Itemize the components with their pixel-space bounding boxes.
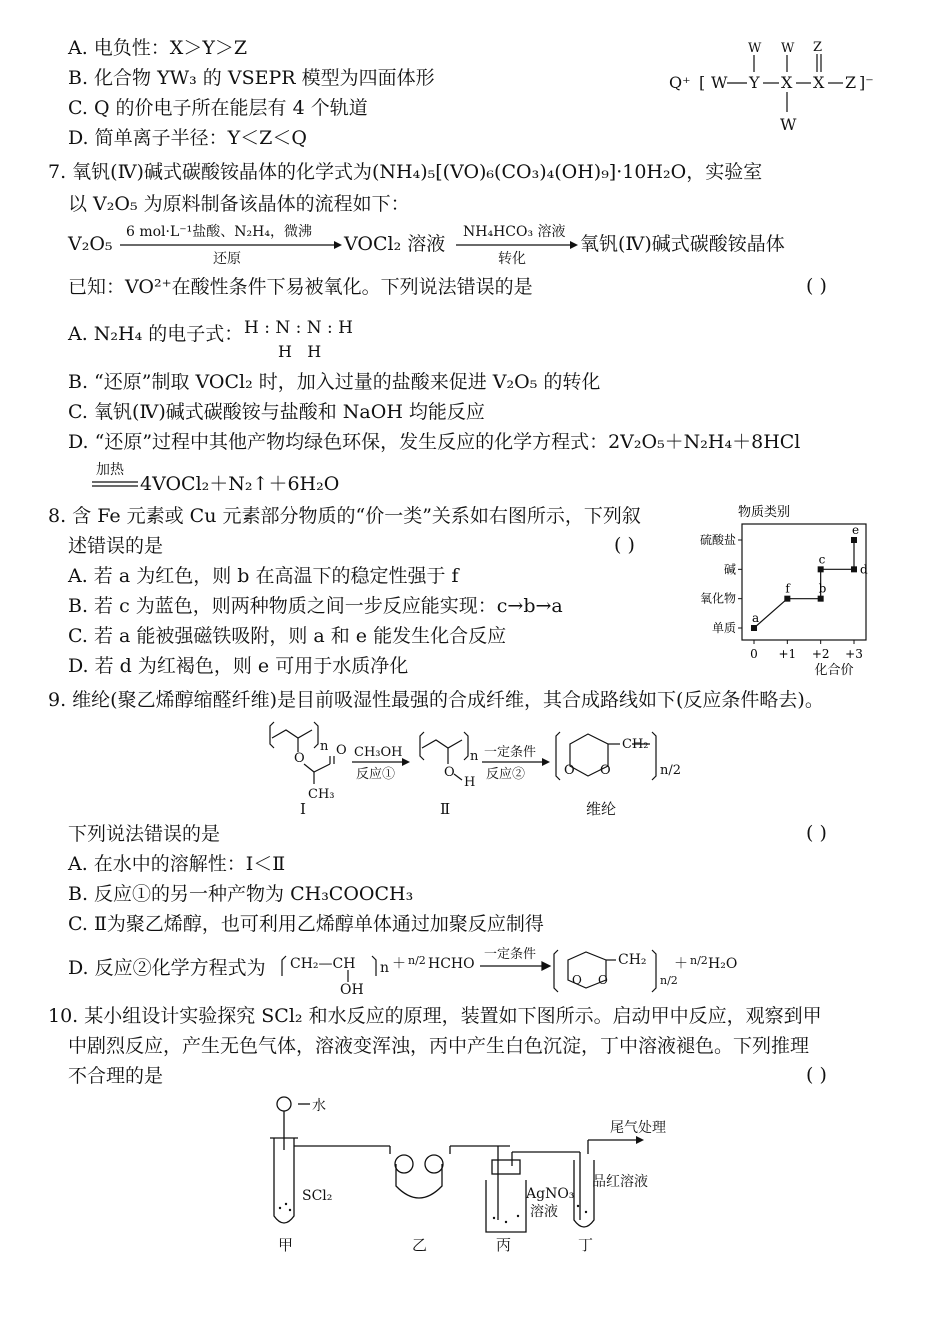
svg-text:CH₂: CH₂ <box>622 737 649 752</box>
svg-text:H₂O: H₂O <box>708 956 738 972</box>
svg-text:n: n <box>320 739 329 754</box>
q8-option-c: C. 若 a 能被强磁铁吸附，则 a 和 e 能发生化合反应 <box>68 625 507 647</box>
svg-text:X: X <box>813 73 825 92</box>
connect-path <box>754 540 854 628</box>
q7-flow-arrow1-bottom: 还原 <box>213 251 241 267</box>
svg-text:一定条件: 一定条件 <box>484 745 537 760</box>
svg-text:AgNO₃: AgNO₃ <box>526 1186 575 1202</box>
q9-option-b: B. 反应①的另一种产物为 CH₃COOCH₃ <box>68 883 414 905</box>
svg-text:乙: 乙 <box>412 1236 428 1254</box>
q8-answer-paren: ( ) <box>614 534 635 556</box>
q8-stem-line2: 述错误的是 <box>68 535 164 557</box>
q9-stem: 9. 维纶(聚乙烯醇缩醛纤维)是目前吸湿性最强的合成纤维，其合成路线如下(反应条件略去)。 <box>48 689 824 711</box>
svg-text:O: O <box>336 743 347 758</box>
svg-text:Ⅱ: Ⅱ <box>440 800 451 818</box>
q8-option-a: A. 若 a 为红色，则 b 在高温下的稳定性强于 f <box>68 565 459 587</box>
q6-option-d: D. 简单离子半径：Y＜Z＜Q <box>68 127 307 149</box>
q7-flow-arrow2-top: NH₄HCO₃ 溶液 <box>463 224 566 240</box>
svg-text:水: 水 <box>312 1098 326 1114</box>
x-tick-label: +1 <box>778 647 797 661</box>
q7-flow-end: 氧钒(Ⅳ)碱式碳酸铵晶体 <box>580 233 785 255</box>
q7-equals-sign <box>92 480 140 488</box>
q10-apparatus-diagram <box>260 1090 700 1258</box>
point-f <box>784 596 790 602</box>
x-tick-label: +2 <box>811 647 830 661</box>
point-label-b: b <box>818 581 827 596</box>
svg-text:HCHO: HCHO <box>428 956 475 972</box>
svg-text:Y: Y <box>749 73 760 92</box>
svg-text:n: n <box>470 749 479 764</box>
q7-electron-formula-h: H H <box>278 342 322 361</box>
svg-text:n: n <box>380 960 390 976</box>
svg-text:]⁻: ]⁻ <box>859 73 874 92</box>
svg-text:CH₂—CH: CH₂—CH <box>290 956 356 972</box>
svg-text:O: O <box>598 973 608 987</box>
svg-text:W: W <box>711 73 728 92</box>
q8-option-b: B. 若 c 为蓝色，则两种物质之间一步反应能实现：c→b→a <box>68 595 563 617</box>
q7-flow-arrow1-top: 6 mol·L⁻¹盐酸、N₂H₄，微沸 <box>126 224 312 240</box>
q9-option-d-equation <box>280 940 740 996</box>
svg-text:O: O <box>444 765 455 780</box>
q9-option-d: D. 反应②化学方程式为 <box>68 957 266 979</box>
svg-text:Z: Z <box>813 40 823 55</box>
svg-text:n/2: n/2 <box>660 763 682 778</box>
svg-text:SCl₂: SCl₂ <box>302 1188 333 1204</box>
y-tick-label: 氧化物 <box>699 591 736 606</box>
q9-option-a: A. 在水中的溶解性：Ⅰ＜Ⅱ <box>68 853 286 875</box>
svg-text:溶液: 溶液 <box>530 1204 558 1220</box>
point-label-f: f <box>785 581 790 596</box>
q8-stem-line1: 8. 含 Fe 元素或 Cu 元素部分物质的“价一类”关系如右图所示，下列叙 <box>48 505 641 527</box>
q6-option-c: C. Q 的价电子所在能层有 4 个轨道 <box>68 97 368 119</box>
q10-answer-paren: ( ) <box>806 1064 827 1086</box>
q7-option-a: A. N₂H₄ 的电子式： <box>68 323 244 345</box>
y-tick-label: 碱 <box>723 562 736 577</box>
q9-synthesis-route <box>260 716 710 820</box>
q6-ion-q: Q⁺ <box>669 73 691 92</box>
q7-flow-start: V₂O₅ <box>68 233 113 255</box>
svg-text:W: W <box>781 41 795 56</box>
svg-text:Z: Z <box>845 73 857 92</box>
point-label-e: e <box>852 523 860 537</box>
q6-option-b: B. 化合物 YW₃ 的 VSEPR 模型为四面体形 <box>68 67 435 89</box>
point-label-a: a <box>752 611 760 625</box>
svg-text:＋: ＋ <box>674 956 688 972</box>
q6-option-a: A. 电负性：X＞Y＞Z <box>68 37 248 59</box>
svg-text:丙: 丙 <box>496 1236 512 1254</box>
svg-text:维纶: 维纶 <box>586 800 617 818</box>
q7-stem-line2: 以 V₂O₅ 为原料制备该晶体的流程如下： <box>68 193 410 215</box>
q6-structure-diagram <box>665 40 885 140</box>
x-tick-label: 0 <box>750 647 758 661</box>
x-tick-label: +3 <box>845 647 863 661</box>
svg-text:CH₃: CH₃ <box>308 787 335 802</box>
svg-text:尾气处理: 尾气处理 <box>610 1120 666 1136</box>
svg-text:W: W <box>780 115 797 134</box>
y-tick-label: 硫酸盐 <box>699 533 736 547</box>
svg-text:n/2: n/2 <box>690 954 708 967</box>
svg-text:O: O <box>572 973 582 987</box>
svg-text:H: H <box>464 775 476 790</box>
q7-known: 已知：VO²⁺在酸性条件下易被氧化。下列说法错误的是 <box>68 276 533 298</box>
svg-text:Ⅰ: Ⅰ <box>300 800 306 818</box>
point-a <box>751 625 757 631</box>
q7-flow-arrow2-bottom: 转化 <box>498 251 526 267</box>
point-d <box>851 566 857 572</box>
svg-text:CH₃OH: CH₃OH <box>354 745 403 760</box>
point-b <box>818 596 824 602</box>
q10-stem-line1: 10. 某小组设计实验探究 SCl₂ 和水反应的原理，装置如下图所示。启动甲中反应，观察到甲 <box>48 1005 822 1027</box>
q7-option-c: C. 氧钒(Ⅳ)碱式碳酸铵与盐酸和 NaOH 均能反应 <box>68 401 485 423</box>
q7-option-d-line1: D. “还原”过程中其他产物均绿色环保，发生反应的化学方程式：2V₂O₅＋N₂H₄＋8HCl <box>68 431 801 453</box>
svg-text:＋: ＋ <box>392 956 406 972</box>
x-axis-label: 化合价 <box>814 663 854 678</box>
svg-text:CH₂: CH₂ <box>618 952 647 968</box>
q7-option-d-condition: 加热 <box>96 462 124 478</box>
svg-text:一定条件: 一定条件 <box>484 947 537 962</box>
q8-valence-class-chart <box>680 500 880 680</box>
svg-text:W: W <box>748 41 762 56</box>
svg-text:反应②: 反应② <box>486 767 526 782</box>
svg-text:X: X <box>781 73 793 92</box>
svg-text:n/2: n/2 <box>408 954 426 967</box>
svg-text:n/2: n/2 <box>660 974 678 987</box>
point-label-d: d <box>860 562 868 577</box>
q7-option-b: B. “还原”制取 VOCl₂ 时，加入过量的盐酸来促进 V₂O₅ 的转化 <box>68 371 601 393</box>
q10-stem-line2: 中剧烈反应，产生无色气体，溶液变浑浊，丙中产生白色沉淀，丁中溶液褪色。下列推理 <box>68 1035 810 1057</box>
svg-text:O: O <box>564 763 575 778</box>
point-e <box>851 537 857 543</box>
q9-answer-paren: ( ) <box>806 822 827 844</box>
svg-text:甲: 甲 <box>278 1236 294 1254</box>
svg-text:O: O <box>600 763 611 778</box>
q9-option-c: C. Ⅱ为聚乙烯醇，也可利用乙烯醇单体通过加聚反应制得 <box>68 913 544 935</box>
q9-question: 下列说法错误的是 <box>68 823 221 845</box>
point-label-c: c <box>818 552 826 567</box>
q7-electron-formula: H : N : N : H <box>244 318 354 338</box>
svg-text:品红溶液: 品红溶液 <box>592 1174 648 1190</box>
svg-text:丁: 丁 <box>578 1236 594 1254</box>
q7-answer-paren: ( ) <box>806 275 827 297</box>
y-tick-label: 单质 <box>711 621 736 635</box>
svg-text:O: O <box>294 751 305 766</box>
svg-text:反应①: 反应① <box>356 767 396 782</box>
q8-option-d: D. 若 d 为红褐色，则 e 可用于水质净化 <box>68 655 409 677</box>
q7-flow <box>68 220 868 270</box>
q7-flow-mid: VOCl₂ 溶液 <box>344 233 446 255</box>
svg-text:[: [ <box>699 73 706 92</box>
q7-option-d-line2: 4VOCl₂＋N₂↑＋6H₂O <box>140 473 340 495</box>
q10-stem-line3: 不合理的是 <box>68 1065 164 1087</box>
chart-title: 物质类别 <box>738 505 791 520</box>
q7-stem-line1: 7. 氧钒(Ⅳ)碱式碳酸铵晶体的化学式为(NH₄)₅[(VO)₆(CO₃)₄(OH)₉]·10H₂O，实验室 <box>48 161 763 183</box>
point-c <box>818 566 824 572</box>
svg-text:OH: OH <box>340 982 364 996</box>
